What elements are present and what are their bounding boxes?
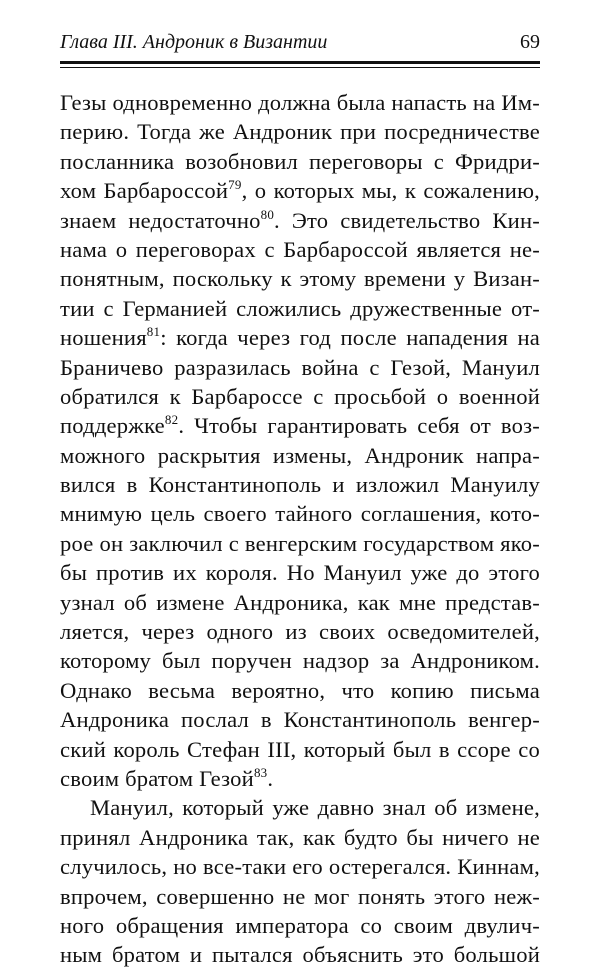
text-line: Гезы одновременно должна была напасть на Им- xyxy=(60,90,540,115)
book-page xyxy=(60,30,540,970)
header-rule-thin xyxy=(60,67,540,68)
body-text xyxy=(60,88,540,970)
text-line: понятным, поскольку к этому времени у Визан- xyxy=(60,266,540,292)
text-line: бы против их короля. Но Мануил уже до этого xyxy=(60,560,540,586)
text-line: хом Барбароссой$^{79}$, о которых мы, к сожалению, xyxy=(60,177,540,204)
text-line: ношения$^{81}$: когда через год после нападения на xyxy=(60,324,540,351)
text-line: ляется, через одного из своих осведомителей, xyxy=(60,619,540,645)
header-rule-thick xyxy=(60,61,540,64)
text-line: знаем недостаточно$^{80}$. Это свидетельство Кин- xyxy=(60,206,540,233)
text-line: ным братом и пытался объяснить это большой xyxy=(60,942,540,968)
text-line: случилось, но все-таки его остерегался. Киннам, xyxy=(60,854,540,880)
text-line: которому был поручен надзор за Андроником. xyxy=(60,648,540,674)
text-line: мнимую цель своего тайного соглашения, кото- xyxy=(60,501,540,527)
running-header xyxy=(60,30,540,54)
text-line: Мануил, который уже давно знал об измене, xyxy=(90,795,540,821)
text-line: перию. Тогда же Андроник при посредничестве xyxy=(60,119,540,145)
footnote-ref: 83 xyxy=(253,764,268,780)
text-line: впрочем, совершенно не мог понять этого неж- xyxy=(60,883,540,909)
text-line: ного обращения императора со своим двулич- xyxy=(60,912,540,938)
footnote-ref: 81 xyxy=(146,324,161,340)
text-line: нама о переговорах с Барбароссой является не- xyxy=(60,236,540,262)
text-line: Андроника послал в Константинополь венгер- xyxy=(60,707,540,733)
text-line: обратился к Барбароссе с просьбой о военной xyxy=(60,383,540,409)
text-line: принял Андроника так, как будто бы ничего не xyxy=(60,824,540,850)
page-number: 69 xyxy=(520,31,540,53)
footnote-ref: 82 xyxy=(164,412,179,428)
text-line: рое он заключил с венгерским государством яко- xyxy=(60,530,540,556)
text-line: вился в Константинополь и изложил Мануилу xyxy=(60,472,540,498)
text-line: поддержке$^{82}$. Чтобы гарантировать себя от воз- xyxy=(60,412,540,439)
text-line: можного раскрытия измены, Андроник напра- xyxy=(60,442,540,468)
footnote-ref: 79 xyxy=(228,177,242,193)
footnote-ref: 80 xyxy=(260,206,275,222)
text-line: посланника возобновил переговоры с Фридри- xyxy=(60,148,540,174)
chapter-title: Глава III. Андроник в Византии xyxy=(60,31,328,53)
text-line: своим братом Гезой$^{83}$. xyxy=(60,764,274,791)
text-line: тии с Германией сложились дружественные от- xyxy=(60,295,540,321)
text-line: Однако весьма вероятно, что копию письма xyxy=(60,677,540,703)
text-line: узнал об измене Андроника, как мне представ- xyxy=(60,589,540,615)
text-line: Браничево разразилась война с Гезой, Мануил xyxy=(60,354,540,380)
text-line: ский король Стефан III, который был в ссоре со xyxy=(60,736,540,762)
